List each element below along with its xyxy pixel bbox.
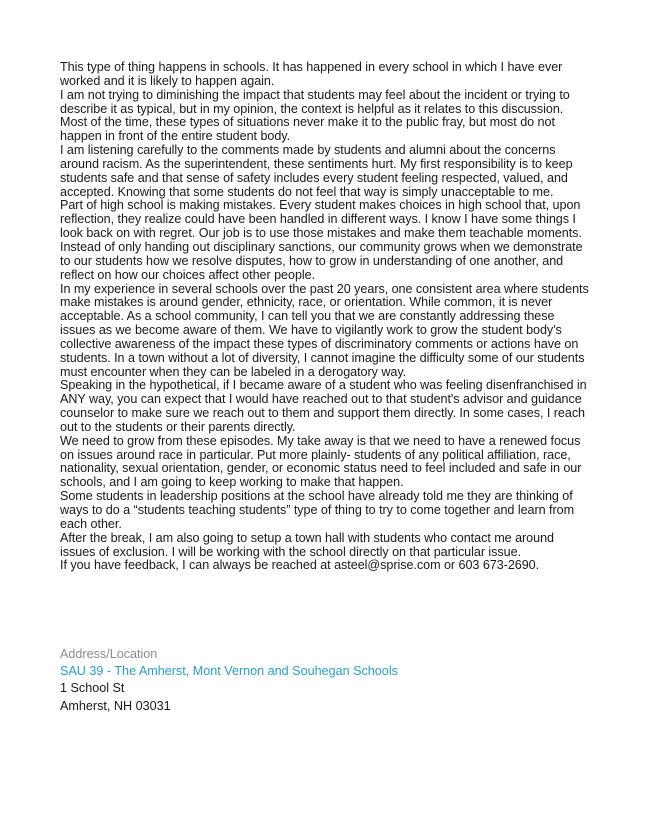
paragraph: In my experience in several schools over the past 20 years, one consistent area where students make mistakes is around gender, ethnicity, race, or orientation. While common, it is never acceptable. As a school community, I can tell you that we are constantly addressing these issues as we become aware of them. We have to vigilantly work to grow the student body's collective awareness of the impact these types of discriminatory comments or actions have on students. In a town without a lot of diversity, I cannot imagine the difficulty some of our students must encounter when they can be labeled in a derogatory way. [60,281,589,379]
paragraph: Part of high school is making mistakes. Every student makes choices in high school that, upon reflection, they realize could have been handled in different ways. I know I have some things I look back on with regret. Our job is to use those mistakes and make them teachable moments. Instead of only handing out disciplinary sanctions, our community grows when we demonstrate to our students how we resolve disputes, how to grow in understanding of one another, and reflect on how our choices affect other people. [60,198,583,282]
street-address: 1 School St [60,681,125,696]
paragraph: We need to grow from these episodes. My take away is that we need to have a renewed focus on issues around race in particular. Put more plainly- students of any political affiliation, race, nationality, sexual orientation, gender, or economic status need to feel included and safe in our schools, and I am going to keep working to make that happen. [60,433,582,490]
contact-paragraph: If you have feedback, I can always be reached at asteel@sprise.com or 603 673-2690. [60,558,540,573]
district-name-link[interactable]: SAU 39 - The Amherst, Mont Vernon and Souhegan Schools [60,664,398,679]
address-label: Address/Location [60,647,158,661]
address-block [60,646,600,715]
paragraph: I am not trying to diminishing the impact that students may feel about the incident or trying to describe it as typical, but in my opinion, the context is helpful as it relates to this discussion. Most of the time, these types of situations never make it to the public fray, but most do not happen in front of the entire student body. [60,87,570,144]
paragraph: This type of thing happens in schools. It has happened in every school in which I have ever worked and it is likely to happen again. [60,60,563,88]
paragraph: I am listening carefully to the comments made by students and alumni about the concerns around racism. As the superintendent, these sentiments hurt. My first responsibility is to keep students safe and that sense of safety includes every student feeling respected, valued, and accepted. Knowing that some students do not feel that way is simply unacceptable to me. [60,143,573,199]
paragraph: Speaking in the hypothetical, if I became aware of a student who was feeling disenfranchised in ANY way, you can expect that I would have reached out to that student's advisor and guidance counselor to make sure we reach out to them and support them directly. In some cases, I reach out to the students or their parents directly. [60,378,587,434]
city-state-zip: Amherst, NH 03031 [60,698,171,713]
letter-body [60,61,592,573]
paragraph: Some students in leadership positions at the school have already told me they are thinking of ways to do a “students teaching students” type of thing to try to come together and learn from each other. [60,489,575,531]
paragraph: After the break, I am also going to setup a town hall with students who contact me around issues of exclusion. I will be working with the school directly on that particular issue. [60,530,554,559]
